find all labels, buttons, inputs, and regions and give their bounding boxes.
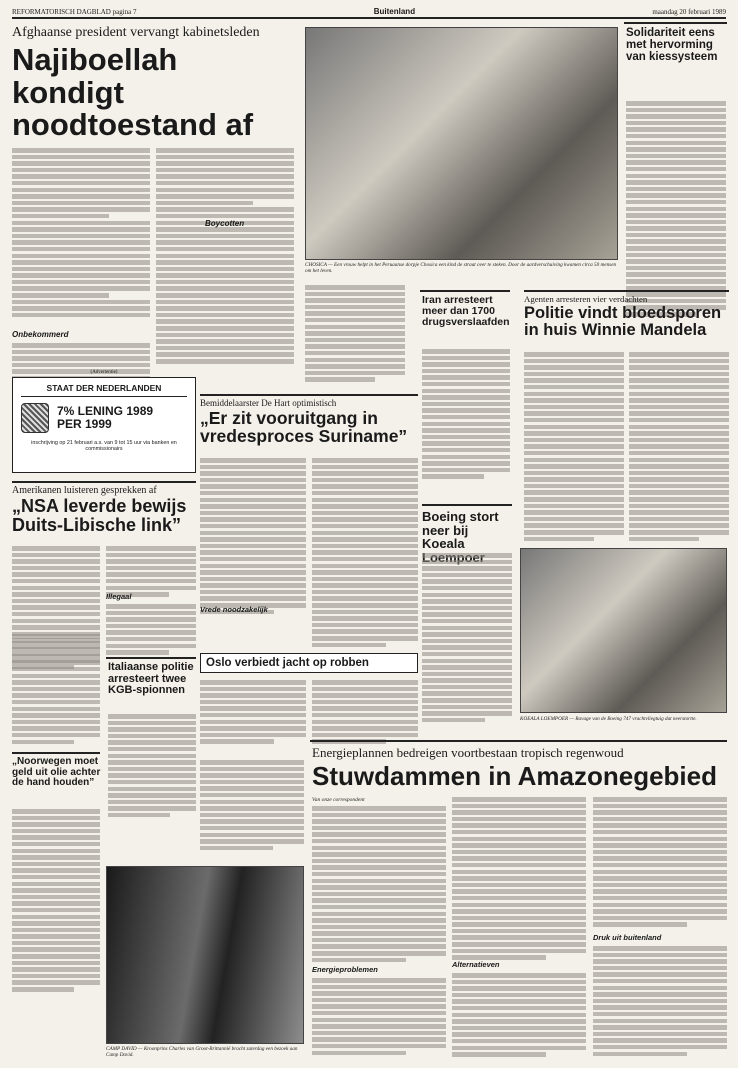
crash-photo (520, 548, 727, 713)
solidariteit-headline: Solidariteit eens met hervorming van kiessysteem (626, 27, 718, 64)
chosica-caption: CHOSICA — Een vrouw helpt in het Peruaanse dorpje Chosica een kind de straat over te steken. Door de aardverschuiving kwamen circa 50 mensen om het leven. (305, 262, 617, 275)
suriname-subhead: Vrede noodzakelijk (200, 605, 268, 614)
camp-david-caption: CAMP DAVID — Kroonprins Charles van Groot-Brittannië bracht zaterdag een bezoek aan Camp David. (106, 1046, 298, 1059)
amazone-headline: Stuwdammen in Amazonegebied (312, 761, 717, 791)
lead-body-col2 (156, 148, 294, 364)
amazone-sub-druk: Druk uit buitenland (593, 933, 662, 942)
zurich-brief (200, 760, 304, 850)
nsa-headline: „NSA leverde bewijs Duits-Libische link” (12, 496, 187, 535)
lead-body-col1 (12, 148, 150, 317)
boeing-headline: Boeing stort neer bij Koeala (422, 509, 499, 552)
lead-subhead-2: Boycotten (205, 219, 245, 228)
oslo-body-col2 (312, 680, 418, 744)
iran-body (422, 349, 510, 479)
oslo-headline: Oslo verbiedt jacht op robben (206, 656, 369, 669)
advert-rate: 7% LENING 1989 (57, 404, 154, 419)
mandela-body-col2 (629, 352, 729, 541)
amazone-body-col1b (312, 978, 446, 1055)
amazone-sub-alternatieven: Alternatieven (452, 960, 500, 969)
suriname-kicker: Bemiddelaarster De Hart optimistisch (200, 394, 418, 408)
kgb-body (108, 714, 196, 817)
amazone-kicker: Energieplannen bedreigen voortbestaan tropisch regenwoud (312, 745, 624, 760)
amazone-byline: Van onze correspondent (312, 797, 365, 803)
oslo-body-col1 (200, 680, 306, 744)
amazone-body-col3 (593, 797, 727, 927)
mandela-headline: Politie vindt bloedsporen in huis Winnie Mandela (524, 304, 722, 340)
amazone-body-col2b (452, 973, 586, 1057)
iran-rule (420, 290, 510, 292)
kgb-rule (106, 657, 196, 659)
geld-body (12, 809, 100, 992)
suriname-headline: „Er zit vooruitgang in vredesproces Suriname” (200, 408, 408, 447)
advert-note: inschrijving op 21 februari a.s. van 9 tot 15 uur via banken en commissionairs (31, 440, 177, 453)
geld-headline: „Noorwegen moet geld uit olie achter de hand houden” (12, 756, 101, 788)
crash-caption: KOEALA LOEMPOER — Ravage van de Boeing 747 vrachtvliegtuig dat neerstortte. (520, 716, 697, 722)
header-section: Buitenland (373, 7, 416, 16)
amazone-sub-energie: Energieproblemen (312, 965, 378, 974)
lead-subhead-1: Onbekommerd (12, 330, 69, 339)
amazone-body-col2 (452, 797, 586, 960)
oslo-box (200, 653, 418, 673)
suriname-body-col2 (312, 458, 418, 647)
solidariteit-body (626, 101, 726, 317)
amazone-body-col3b (593, 946, 727, 1056)
camp-david-photo (106, 866, 304, 1044)
nsa-body-col2b (106, 604, 196, 655)
advert-brand: STAAT DER NEDERLANDEN (21, 383, 187, 397)
page-header (12, 5, 726, 19)
solid-rule (624, 22, 727, 24)
advert-label: (Advertentie) (90, 370, 118, 375)
suriname-body-col1 (200, 458, 306, 614)
header-date: maandag 20 februari 1989 (652, 8, 726, 16)
johannesburg-brief (305, 285, 405, 382)
mandela-body-col1 (524, 352, 624, 541)
brazzaville-brief (12, 634, 100, 744)
advert-period: PER 1999 (57, 417, 112, 431)
kgb-headline: Italiaanse politie arresteert twee KGB-spionnen (108, 661, 194, 697)
boeing-rule (422, 504, 512, 506)
geld-rule (12, 752, 100, 754)
crest-icon (21, 403, 49, 433)
nsa-body-col2 (106, 546, 196, 597)
lead-kicker: Afghaanse president vervangt kabinetsleden (12, 25, 260, 40)
nsa-kicker: Amerikanen luisteren gesprekken af (12, 481, 196, 496)
chosica-photo (305, 27, 618, 260)
header-left: REFORMATORISCH DAGBLAD pagina 7 (12, 8, 137, 16)
iran-headline: Iran arresteert meer dan 1700 drugsverslaafden (422, 294, 510, 329)
mandela-kicker: Agenten arresteren vier verdachten (524, 290, 729, 304)
boeing-body (422, 553, 512, 722)
amazone-rule (310, 740, 727, 742)
lead-headline: Najiboellah kondigt noodtoestand af (12, 42, 254, 143)
advert-box (12, 377, 196, 473)
nsa-subhead: Illegaal (106, 592, 132, 601)
amazone-body-col1 (312, 806, 446, 962)
